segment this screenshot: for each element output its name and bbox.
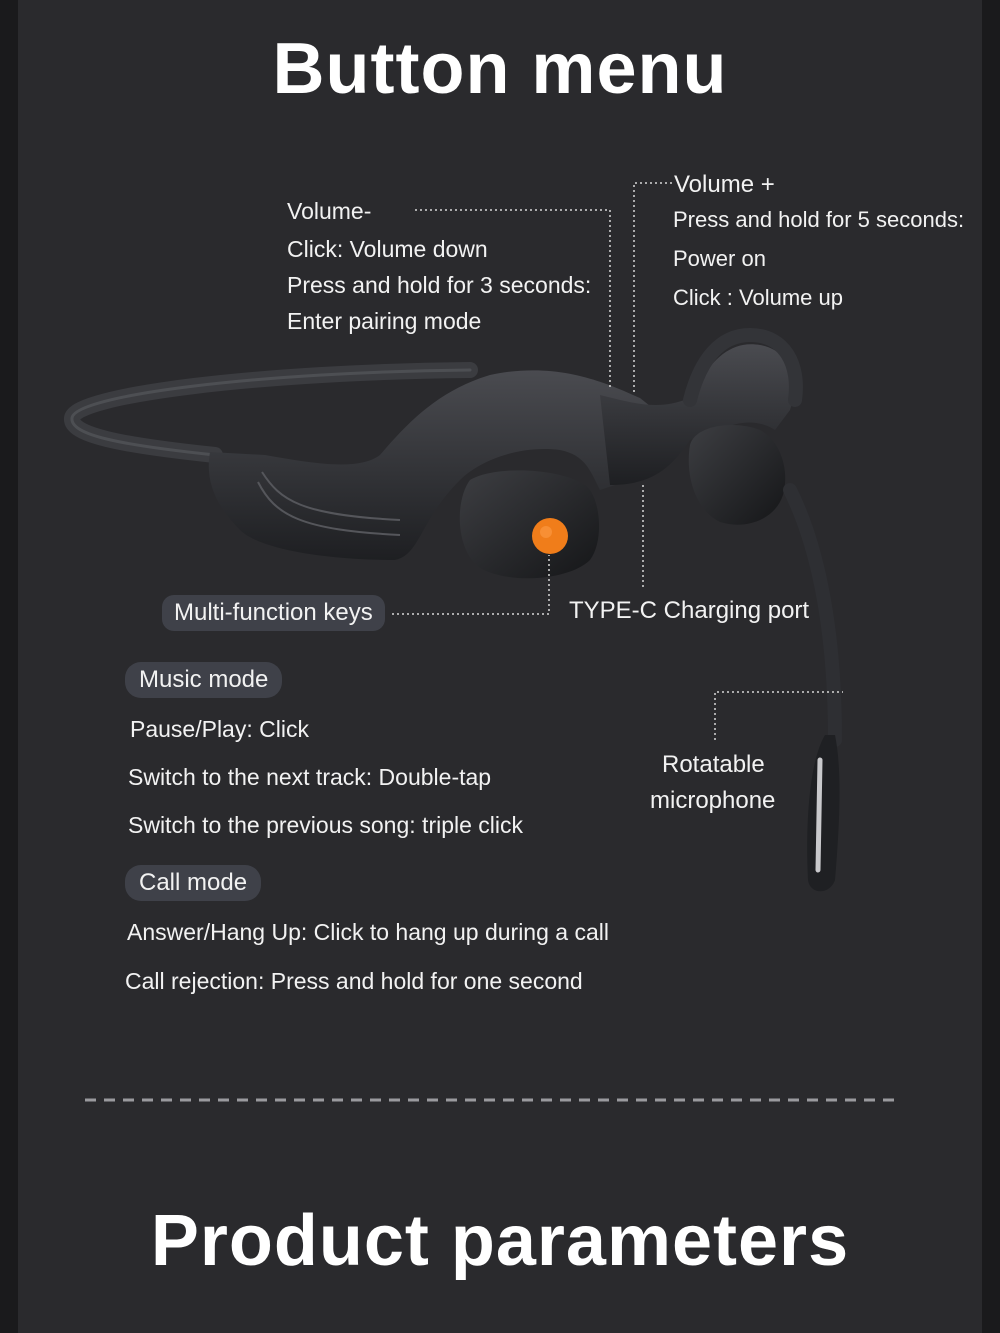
volume-minus-heading: Volume- <box>287 198 372 224</box>
volume-plus-line-2: Power on <box>673 246 766 271</box>
rear-earpad <box>689 425 785 525</box>
volume-plus-leader <box>634 183 672 395</box>
button-menu-title: Button menu <box>272 29 728 109</box>
multi-function-keys-label: Multi-function keys <box>162 595 385 631</box>
call-mode-item: Call rejection: Press and hold for one second <box>125 968 583 994</box>
music-mode-item: Pause/Play: Click <box>130 716 309 742</box>
volume-minus-line-3: Enter pairing mode <box>287 308 482 334</box>
volume-minus-line-1: Click: Volume down <box>287 236 488 262</box>
volume-plus-heading: Volume + <box>674 171 775 198</box>
microphone-leader <box>715 692 843 740</box>
call-mode-item: Answer/Hang Up: Click to hang up during a call <box>127 919 609 945</box>
call-mode-heading: Call mode <box>125 865 261 901</box>
microphone-tip <box>818 760 820 870</box>
music-mode-item: Switch to the next track: Double-tap <box>128 764 492 790</box>
music-mode-item: Switch to the previous song: triple click <box>128 812 524 838</box>
music-mode-heading: Music mode <box>125 662 282 698</box>
product-parameters-title: Product parameters <box>150 1201 850 1281</box>
front-earpad <box>460 470 599 578</box>
microphone-label-line-1: Rotatable <box>662 751 765 778</box>
volume-plus-line-1: Press and hold for 5 seconds: <box>673 207 965 232</box>
microphone-label-line-2: microphone <box>650 787 776 814</box>
charging-port-label: TYPE-C Charging port <box>569 597 810 624</box>
volume-minus-line-2: Press and hold for 3 seconds: <box>287 272 592 298</box>
volume-plus-line-3: Click : Volume up <box>673 285 843 310</box>
